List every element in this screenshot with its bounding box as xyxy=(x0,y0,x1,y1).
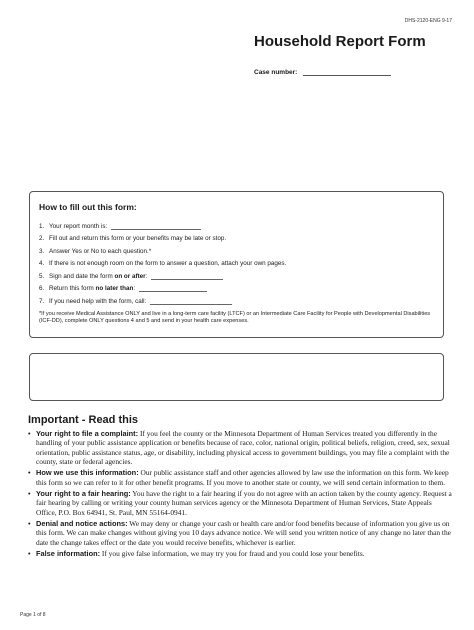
instruction-step: 5. Sign and date the form on or after : xyxy=(39,267,434,280)
bullet-icon: • xyxy=(28,518,31,528)
case-number-row xyxy=(254,68,391,76)
important-item: • False information: If you give false information, we may try you for fraud and you could lose your benefits. xyxy=(28,548,365,558)
report-month-field[interactable] xyxy=(111,223,201,230)
return-date-field[interactable] xyxy=(139,285,207,292)
important-item: • Denial and notice actions: We may deny or change your cash or health care and/or food benefits because of information you give us on this form. We can make changes without giving you 10 days advance notice. We will send you written notice of any change no later than the date the change takes effect or the date you would receive benefits, whichever is earlier. xyxy=(28,518,451,547)
instruction-step: 2. Fill out and return this form or your benefits may be late or stop. xyxy=(39,235,227,242)
page-number: Page 1 of 8 xyxy=(20,612,46,618)
important-section xyxy=(28,414,453,560)
case-number-field[interactable] xyxy=(303,68,391,76)
important-heading: Important - Read this xyxy=(28,414,139,426)
help-phone-field[interactable] xyxy=(150,298,232,305)
important-item: • How we use this information: Our public assistance staff and other agencies allowed by law use the information on this form. We keep this form so we can refer to it for other benefit programs. If you move to another state or county, we will send certain information to them. xyxy=(28,468,449,487)
instruction-step: 3. Answer Yes or No to each question.* xyxy=(39,247,152,255)
blank-entry-box[interactable] xyxy=(29,353,444,401)
case-number-label: Case number: xyxy=(254,69,298,76)
important-item: • Your right to file a complaint: If you feel the county or the Minnesota Department of Human Services treated you differently in the handling of your public assistance application or benefits because of race, color, national origin, political beliefs, religion, creed, sex, sexual orientation, public assistance status, age, or disability, including physical access to government buildings, you may file a complaint with the county, state or federal agencies. xyxy=(28,429,450,466)
sign-date-field[interactable] xyxy=(151,273,223,280)
important-item: • Your right to a fair hearing: You have the right to a fair hearing if you do not agree with an action taken by the county agency. Request a fair hearing by calling or writing your county human services agency or the Minnesota Department of Human Services, State Appeals Office, P.O. Box 64941, St. Paul, MN 55164-0941. xyxy=(28,488,452,517)
bullet-icon: • xyxy=(28,548,31,558)
instructions-heading: How to fill out this form: xyxy=(39,202,137,212)
bullet-icon: • xyxy=(28,468,31,478)
instructions-list xyxy=(39,217,434,305)
instruction-step: 6. Return this form no later than : xyxy=(39,280,434,293)
instructions-footnote: *If you receive Medical Assistance ONLY and live in a long-term care facility (LTCF) or an Intermediate Care Facility for People with Developmental Disabilities (ICF-DD), complete ONLY questions 4 and 5 and send in your health care expenses. xyxy=(39,310,431,325)
instruction-step: 7. If you need help with the form, call: xyxy=(39,292,434,305)
bullet-icon: • xyxy=(28,488,31,498)
important-list xyxy=(28,429,453,558)
instructions-box xyxy=(29,191,444,338)
instruction-step: 1. Your report month is: xyxy=(39,217,434,230)
bullet-icon: • xyxy=(28,429,31,438)
form-title: Household Report Form xyxy=(254,33,426,50)
form-code: DHS-2120-ENG 9-17 xyxy=(404,18,452,24)
instruction-step: 4. If there is not enough room on the form to answer a question, attach your own pages. xyxy=(39,260,287,267)
